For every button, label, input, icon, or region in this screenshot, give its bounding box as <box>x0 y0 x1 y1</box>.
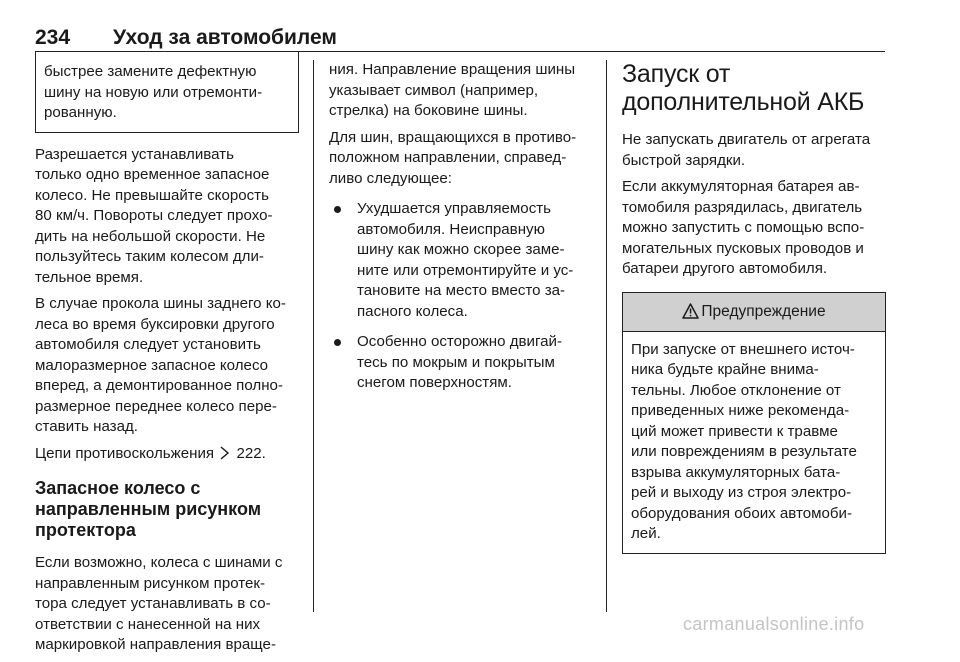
directional-tyres-paragraph <box>35 553 299 656</box>
text-line: оборудования обоих автомоби- <box>631 504 852 522</box>
towing-puncture-paragraph <box>35 294 299 438</box>
text-line: Разрешается устанавливать <box>35 145 234 163</box>
reference-page: 222. <box>236 444 266 462</box>
text-line: пользуйтесь таким колесом дли- <box>35 248 264 265</box>
text-line: указывает символ (например, <box>329 81 539 99</box>
warning-box <box>622 292 886 554</box>
continued-notice-box <box>35 52 299 133</box>
text-line: Для шин, вращающихся в противо- <box>329 128 577 146</box>
warning-title: Предупреждение <box>701 302 826 320</box>
text-line: или повреждениям в результате <box>631 443 857 460</box>
text-line: маркировкой направления враще- <box>35 636 276 653</box>
column-2 <box>329 60 591 404</box>
text-line: Если аккумуляторная батарея ав- <box>622 178 860 195</box>
text-line: направленным рисунком протек- <box>35 574 266 592</box>
heading-line: Запуск от <box>622 60 731 88</box>
text-line: тельное время. <box>35 268 144 286</box>
chapter-title: Уход за автомобилем <box>113 26 337 49</box>
text-line: ставить назад. <box>35 418 138 435</box>
text-line: могательных пусковых проводов и <box>622 239 864 257</box>
text-line: ния. Направление вращения шины <box>329 61 576 78</box>
page-header <box>35 26 885 48</box>
list-item <box>329 332 591 394</box>
text-line: вперед, а демонтированное полно- <box>35 377 283 394</box>
text-line: положном направлении, справед- <box>329 149 567 166</box>
column-1 <box>35 52 299 662</box>
text-line: леса во время буксировки другого <box>35 315 275 333</box>
text-line: тельны. Любое отклонение от <box>631 381 841 399</box>
text-line: только одно временное запасное <box>35 166 270 183</box>
text-line: автомобиля следует установить <box>35 336 261 353</box>
text-line: быстрой зарядки. <box>622 151 746 169</box>
fast-charger-paragraph <box>622 130 886 171</box>
text-line: взрыва аккумуляторных бата- <box>631 463 841 481</box>
text-line: ций может привести к травме <box>631 422 838 440</box>
text-line: можно запустить с помощью вспо- <box>622 219 865 236</box>
notice-line: шину на новую или отремонти- <box>44 83 263 101</box>
text-line: приведенных ниже рекоменда- <box>631 402 850 419</box>
heading-line: Запасное колесо с <box>35 478 201 498</box>
heading-line: протектора <box>35 520 136 540</box>
text-line: рей и выходу из строя электро- <box>631 484 852 501</box>
site-watermark: carmanualsonline.info <box>683 614 865 634</box>
column-divider-1 <box>313 60 314 612</box>
section-heading-jump-start <box>622 60 886 116</box>
text-line: снегом поверхностям. <box>357 374 512 391</box>
text-line: ливо следующее: <box>329 169 452 187</box>
warning-header <box>623 293 885 332</box>
rotation-direction-paragraph <box>329 60 591 122</box>
text-line: колесо. Не превышайте скорость <box>35 186 269 204</box>
warning-triangle-icon <box>682 303 699 319</box>
text-line: тора следует устанавливать в со- <box>35 595 271 612</box>
text-line: ответствии с нанесенной на них <box>35 615 261 633</box>
text-line: Ухудшается управляемость <box>357 200 552 217</box>
heading-line: направленным рисунком <box>35 499 262 519</box>
section-heading-directional-spare <box>35 478 299 541</box>
text-line: лей. <box>631 525 661 542</box>
temporary-spare-paragraph <box>35 145 299 289</box>
text-line: размерное переднее колесо пере- <box>35 397 277 415</box>
column-3 <box>622 60 886 554</box>
text-line: шину как можно скорее заме- <box>357 241 565 258</box>
text-line: томобиля разрядилась, двигатель <box>622 198 863 216</box>
text-line: При запуске от внешнего источ- <box>631 340 855 358</box>
reference-text: Цепи противоскольжения <box>35 444 215 462</box>
text-line: дить на небольшой скорости. Не <box>35 227 266 245</box>
text-line: пасного колеса. <box>357 302 468 320</box>
text-line: тановите на место вместо за- <box>357 282 566 299</box>
text-line: Если возможно, колеса с шинами с <box>35 554 283 571</box>
consequences-list <box>329 199 591 394</box>
warning-body <box>623 332 885 553</box>
list-item <box>329 199 591 322</box>
text-line: автомобиля. Неисправную <box>357 220 545 238</box>
text-line: ните или отремонтируйте и ус- <box>357 261 574 279</box>
reference-arrow-icon <box>220 446 230 460</box>
text-line: 80 км/ч. Повороты следует прохо- <box>35 207 273 224</box>
opposite-rotation-paragraph <box>329 128 591 190</box>
text-line: малоразмерное запасное колесо <box>35 356 269 374</box>
text-line: стрелка) на боковине шины. <box>329 102 528 119</box>
text-line: ника будьте крайне внима- <box>631 361 819 378</box>
bullet-dot-icon <box>334 206 341 213</box>
chains-cross-reference[interactable] <box>35 444 299 465</box>
notice-line: быстрее замените дефектную <box>44 63 257 80</box>
bullet-dot-icon <box>334 339 341 346</box>
column-divider-2 <box>606 60 607 612</box>
text-line: Особенно осторожно двигай- <box>357 333 562 350</box>
text-line: Не запускать двигатель от агрегата <box>622 131 871 148</box>
text-line: тесь по мокрым и покрытым <box>357 353 555 371</box>
text-line: батареи другого автомобиля. <box>622 260 828 277</box>
heading-line: дополнительной АКБ <box>622 88 865 116</box>
page-number: 234 <box>35 26 71 49</box>
notice-line: рованную. <box>44 104 117 121</box>
jump-cables-paragraph <box>622 177 886 280</box>
text-line: В случае прокола шины заднего ко- <box>35 295 286 312</box>
